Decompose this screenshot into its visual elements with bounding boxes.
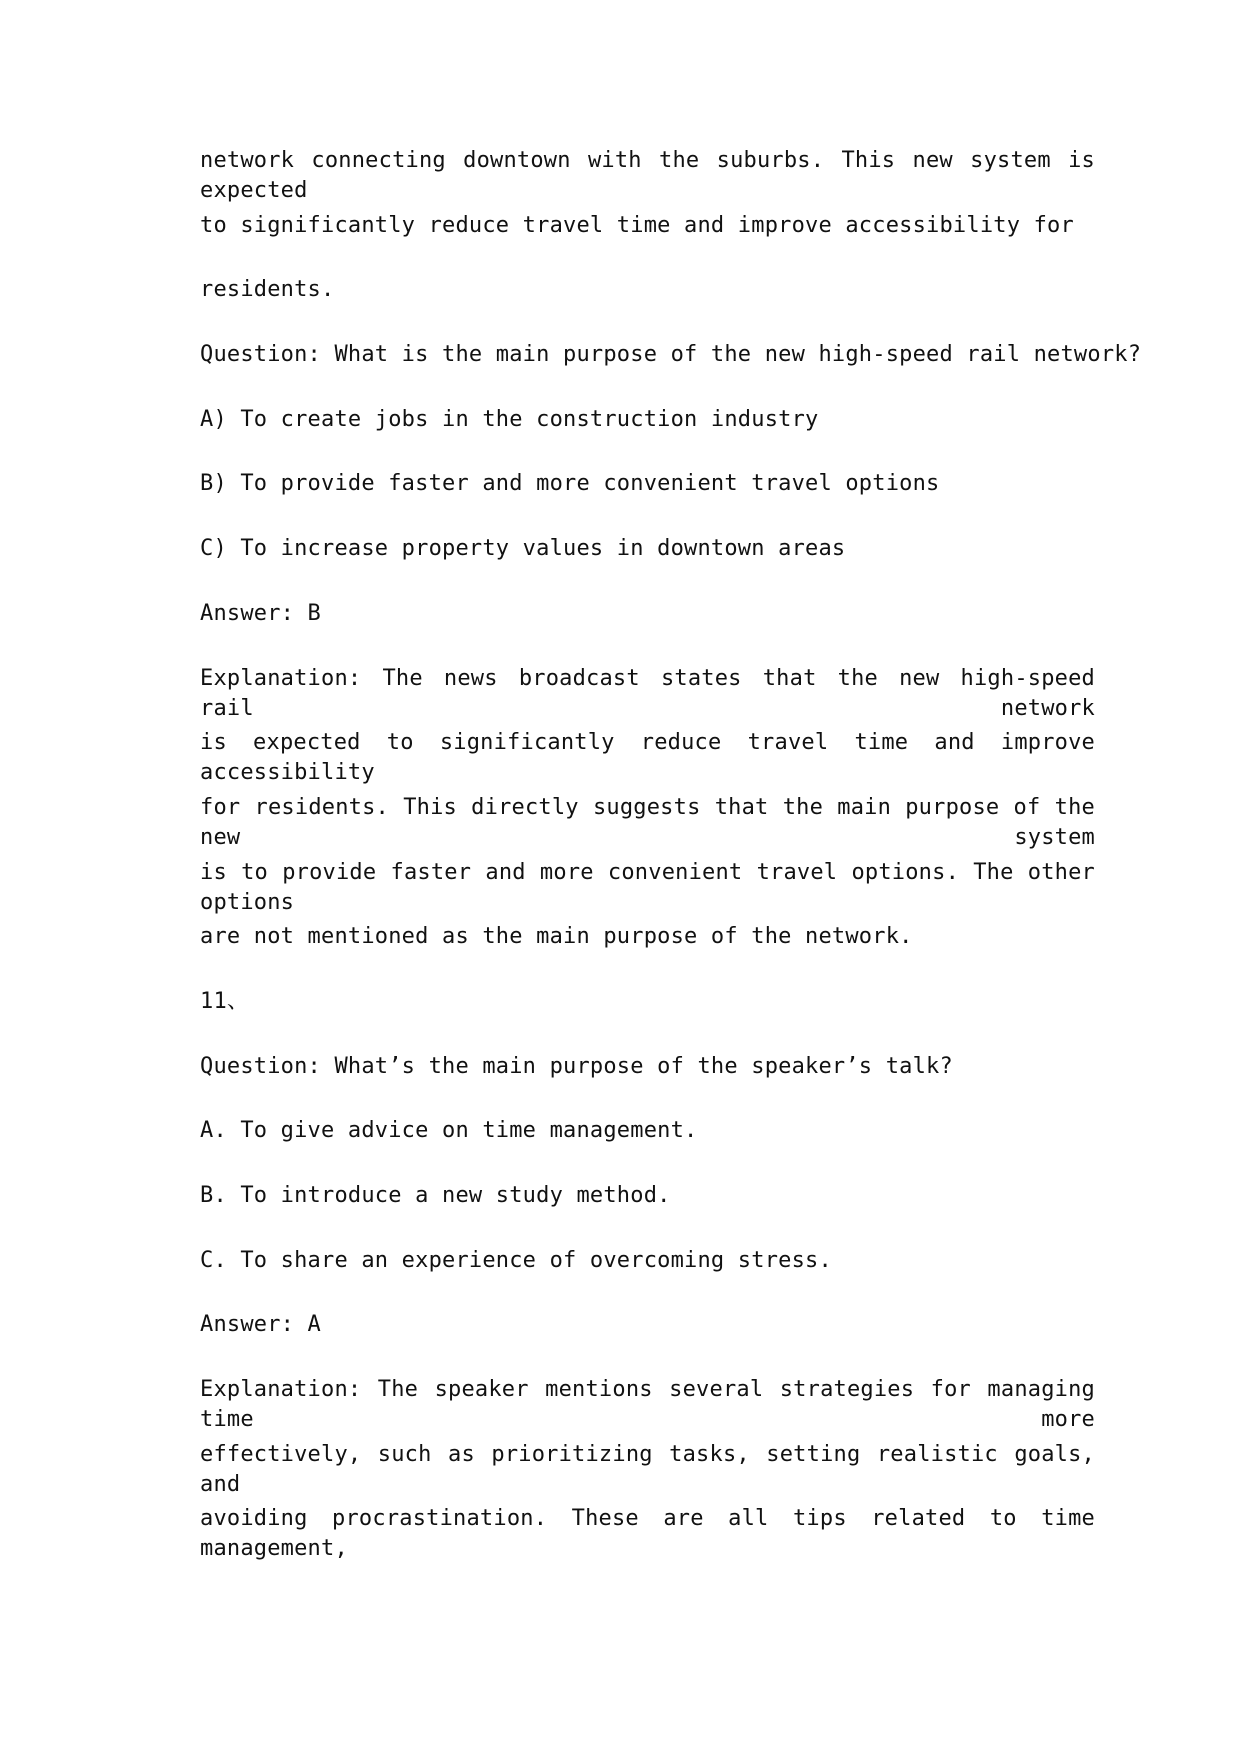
- explanation-line: effectively, such as prioritizing tasks, setting realistic goals, and: [200, 1441, 1095, 1497]
- option-a: A. To give advice on time management.: [200, 1118, 698, 1144]
- answer-text: Answer: B: [200, 600, 322, 626]
- explanation-line: Explanation: The news broadcast states that the new high-speed rail network: [200, 665, 1095, 721]
- question-number: 11、: [200, 988, 250, 1014]
- explanation-line: for residents. This directly suggests that the main purpose of the new system: [200, 794, 1095, 850]
- option-c: C. To share an experience of overcoming stress.: [200, 1247, 832, 1273]
- option-b: B) To provide faster and more convenient travel options: [200, 471, 940, 497]
- document-body: [200, 146, 1142, 1569]
- explanation-line: is expected to significantly reduce travel time and improve accessibility: [200, 730, 1095, 786]
- answer-text: Answer: A: [200, 1312, 322, 1338]
- explanation-line: avoiding procrastination. These are all tips related to time management,: [200, 1506, 1095, 1562]
- explanation-line: is to provide faster and more convenient travel options. The other options: [200, 859, 1095, 915]
- paragraph-line: residents.: [200, 277, 335, 303]
- paragraph-line: network connecting downtown with the suburbs. This new system is expected: [200, 148, 1095, 203]
- option-c: C) To increase property values in downtown areas: [200, 536, 846, 562]
- option-a: A) To create jobs in the construction industry: [200, 406, 819, 432]
- paragraph-line: to significantly reduce travel time and improve accessibility for: [200, 212, 1074, 238]
- question-text: Question: What’s the main purpose of the speaker’s talk?: [200, 1053, 953, 1079]
- question-text: Question: What is the main purpose of the new high-speed rail network?: [200, 342, 1142, 368]
- explanation-line: are not mentioned as the main purpose of the network.: [200, 924, 913, 950]
- option-b: B. To introduce a new study method.: [200, 1183, 671, 1208]
- explanation-line: Explanation: The speaker mentions several strategies for managing time more: [200, 1377, 1095, 1433]
